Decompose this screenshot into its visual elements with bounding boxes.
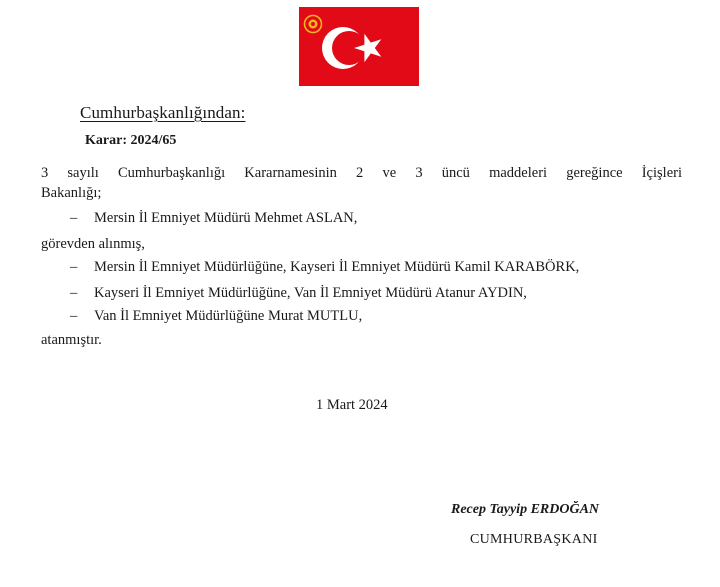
dash-mark: –	[70, 285, 78, 301]
appointment-item	[70, 285, 527, 302]
removed-official	[70, 210, 357, 227]
appointment-text: Mersin İl Emniyet Müdürlüğüne, Kayseri İl Emniyet Müdürü Kamil KARABÖRK,	[94, 259, 580, 275]
appointment-item	[70, 308, 362, 325]
appointment-text: Van İl Emniyet Müdürlüğüne Murat MUTLU,	[94, 308, 363, 324]
appointment-text: Kayseri İl Emniyet Müdürlüğüne, Van İl Emniyet Müdürü Atanur AYDIN,	[94, 285, 527, 301]
intro-line-1: 3 sayılı Cumhurbaşkanlığı Kararnamesinin 2 ve 3 üncü maddeleri gereğince İçişleri	[41, 165, 682, 181]
decision-number: Karar: 2024/65	[85, 133, 177, 148]
turkish-flag-image	[299, 7, 419, 86]
intro-line-2: Bakanlığı;	[41, 185, 102, 201]
decree-date: 1 Mart 2024	[316, 397, 388, 413]
appointment-item	[70, 259, 579, 276]
removed-official-text: Mersin İl Emniyet Müdürü Mehmet ASLAN,	[94, 210, 358, 226]
appointed-label: atanmıştır.	[41, 332, 102, 348]
dash-mark: –	[70, 210, 78, 226]
removed-label: görevden alınmış,	[41, 236, 145, 252]
dash-mark: –	[70, 308, 78, 324]
signatory-title: CUMHURBAŞKANI	[470, 532, 598, 547]
dash-mark: –	[70, 259, 78, 275]
heading-cumhurbaskanligindan: Cumhurbaşkanlığından:	[80, 103, 246, 122]
signatory-name: Recep Tayyip ERDOĞAN	[451, 502, 600, 517]
